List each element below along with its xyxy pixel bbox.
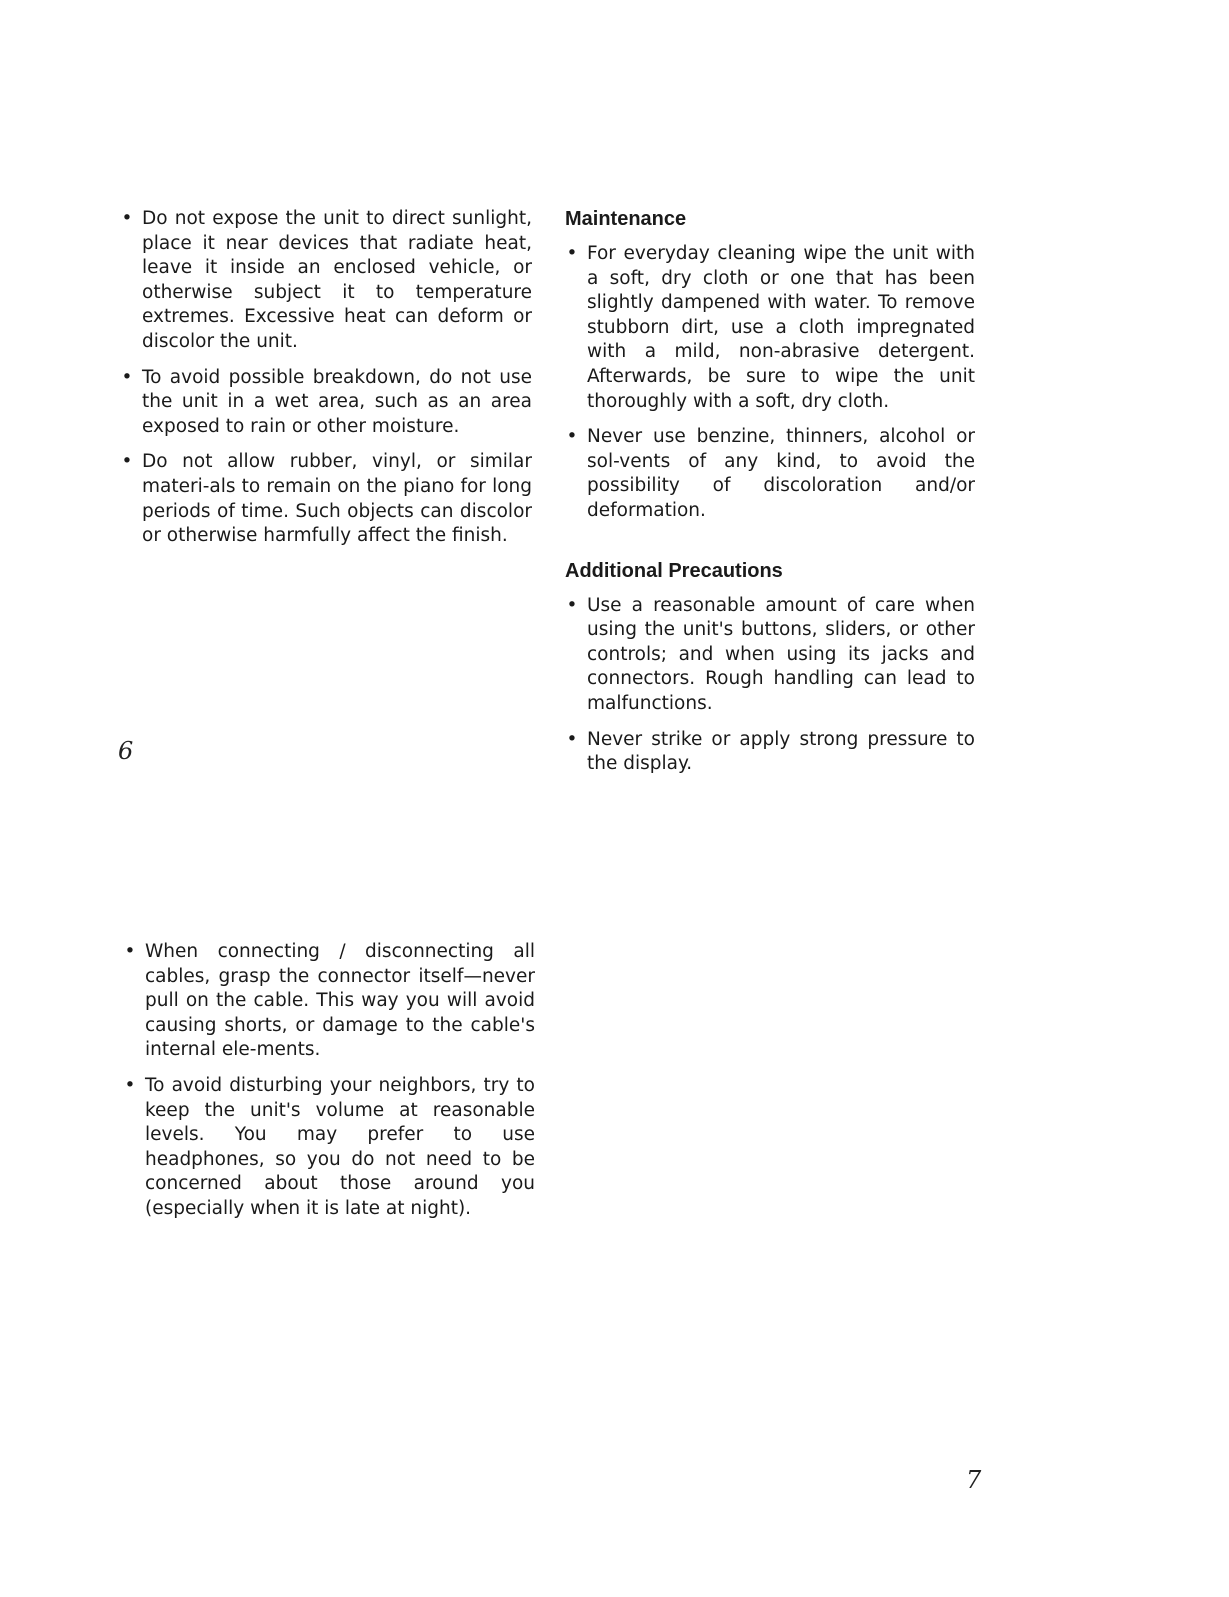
list-item: [123, 1074, 535, 1222]
list-item: [120, 207, 532, 355]
list-item: [565, 728, 975, 777]
list-item-text: Do not allow rubber, vinyl, or similar materi-als to remain on the piano for long periods of time. Such objects can discolor or otherwise harmfully affect the finish.: [142, 451, 532, 547]
list-item-text: For everyday cleaning wipe the unit with a soft, dry cloth or one that has been slightly dampened with water. To remove stubborn dirt, use a cloth impregnated with a mild, non-abrasive detergent. Afterwards, be sure to wipe the unit thoroughly with a soft, dry cloth.: [587, 243, 975, 412]
list-item-text: When connecting / disconnecting all cables, grasp the connector itself—never pull on the cable. This way you will avoid causing shorts, or damage to the cable's internal ele-ments.: [145, 941, 535, 1061]
section-spacer: [565, 535, 975, 559]
list-item: [565, 425, 975, 523]
list-item-text: Do not expose the unit to direct sunlight, place it near devices that radiate heat, leave it inside an enclosed vehicle, or otherwise subject it to temperature extremes. Excessive heat can deform or discolor the unit.: [142, 208, 532, 352]
safety-list-bottom: [123, 940, 535, 1222]
bullet-icon: •: [121, 366, 133, 388]
list-item-text: To avoid possible breakdown, do not use the unit in a wet area, such as an area exposed to rain or other moisture.: [142, 366, 532, 437]
bullet-icon: •: [566, 426, 578, 448]
page-number-left: 6: [118, 737, 134, 765]
bullet-icon: •: [124, 1074, 136, 1096]
list-item-text: To avoid disturbing your neighbors, try to keep the unit's volume at reasonable levels. You may prefer to use headphones, so you do not need to be concerned about those around you (especially when it is late at night).: [145, 1074, 535, 1219]
bullet-icon: •: [121, 451, 133, 473]
bottom-left-column: [123, 940, 535, 1233]
list-item-text: Never use benzine, thinners, alcohol or sol-vents of any kind, to avoid the possibility of discoloration and/or deformation.: [587, 426, 975, 521]
bullet-icon: •: [566, 594, 578, 616]
bullet-icon: •: [566, 243, 578, 264]
maintenance-list: [565, 242, 975, 524]
top-left-column: [120, 207, 532, 560]
list-item: [565, 242, 975, 414]
top-right-column: [565, 207, 975, 788]
bullet-icon: •: [121, 208, 133, 229]
additional-precautions-heading: Additional Precautions: [565, 559, 783, 582]
list-item-text: Use a reasonable amount of care when using the unit's buttons, sliders, or other controls; and when using its jacks and connectors. Rough handling can lead to malfunctions.: [587, 594, 975, 714]
bullet-icon: •: [124, 941, 136, 962]
list-item: [123, 940, 535, 1063]
safety-list-top: [120, 207, 532, 549]
bullet-icon: •: [566, 728, 578, 750]
list-item: [120, 450, 532, 548]
page-number-right: 7: [966, 1466, 982, 1494]
list-item: [565, 594, 975, 717]
additional-precautions-list: [565, 594, 975, 777]
maintenance-heading: Maintenance: [565, 208, 687, 230]
list-item-text: Never strike or apply strong pressure to the display.: [587, 728, 975, 775]
list-item: [120, 366, 532, 440]
